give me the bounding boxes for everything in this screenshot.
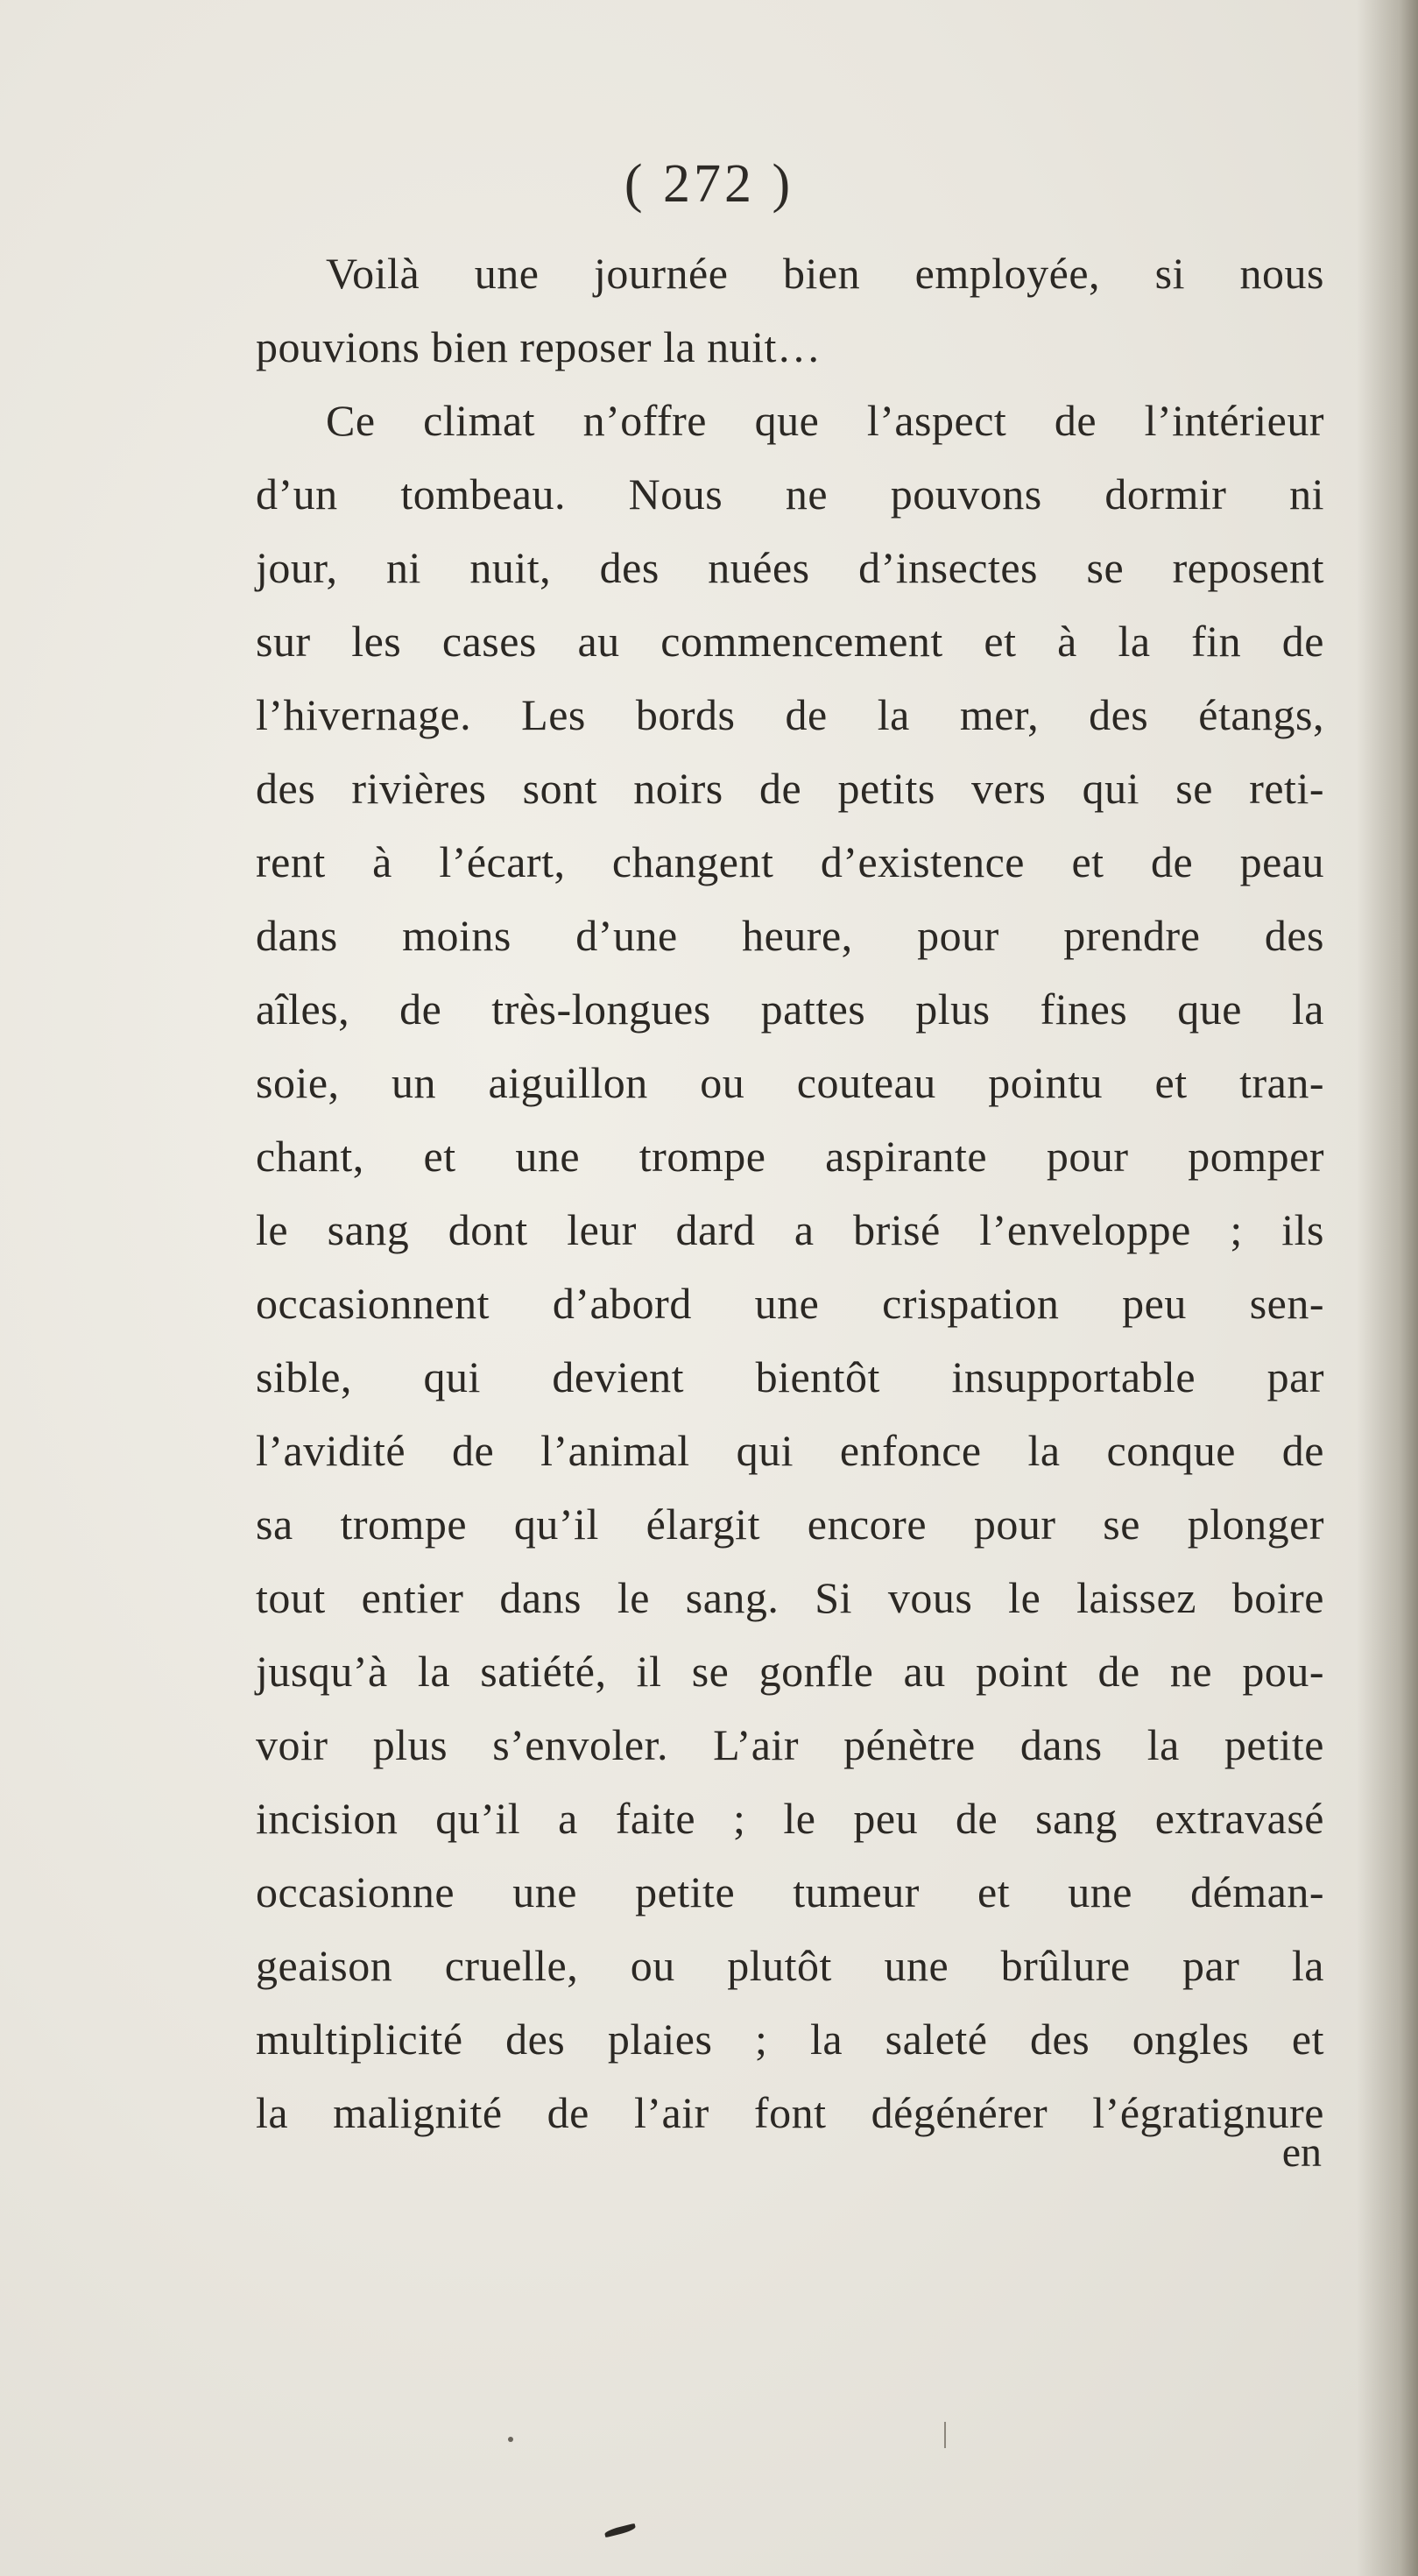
page-gutter-shadow <box>1357 0 1418 2576</box>
text-line: des rivières sont noirs de petits vers qui se reti- <box>256 764 1324 813</box>
text-line: occasionne une petite tumeur et une déman- <box>256 1867 1324 1916</box>
text-line: soie, un aiguillon ou couteau pointu et tran- <box>256 1058 1324 1107</box>
text-line: aîles, de très-longues pattes plus fines que la <box>256 985 1324 1034</box>
text-line: chant, et une trompe aspirante pour pomper <box>256 1132 1324 1181</box>
paper-speck <box>508 2437 513 2442</box>
page-number: ( 272 ) <box>624 154 794 214</box>
catchword: en <box>1281 2129 1322 2176</box>
paper-mark <box>944 2422 946 2448</box>
text-line: sible, qui devient bientôt insupportable par <box>256 1352 1324 1401</box>
text-line: dans moins d’une heure, pour prendre des <box>256 911 1324 960</box>
text-line: tout entier dans le sang. Si vous le laissez boire <box>256 1573 1324 1622</box>
text-line: sur les cases au commencement et à la fin de <box>256 617 1324 666</box>
text-line: occasionnent d’abord une crispation peu sen- <box>256 1279 1324 1328</box>
text-line: Ce climat n’offre que l’aspect de l’intérieur <box>326 396 1324 445</box>
text-line: rent à l’écart, changent d’existence et de peau <box>256 837 1324 886</box>
text-line: l’avidité de l’animal qui enfonce la conque de <box>256 1426 1324 1475</box>
text-line: l’hivernage. Les bords de la mer, des étangs, <box>256 690 1324 739</box>
body-text <box>256 236 1324 2149</box>
text-line: multiplicité des plaies ; la saleté des ongles et <box>256 2015 1324 2064</box>
text-line: Voilà une journée bien employée, si nous <box>326 249 1324 298</box>
text-line: la malignité de l’air font dégénérer l’égratignure <box>256 2088 1324 2137</box>
text-line: incision qu’il a faite ; le peu de sang extravasé <box>256 1794 1324 1843</box>
text-line: d’un tombeau. Nous ne pouvons dormir ni <box>256 469 1324 519</box>
text-line: le sang dont leur dard a brisé l’enveloppe ; ils <box>256 1205 1324 1254</box>
text-line: voir plus s’envoler. L’air pénètre dans la petite <box>256 1720 1324 1769</box>
ink-blot <box>604 2523 637 2537</box>
text-line: jusqu’à la satiété, il se gonfle au point de ne pou- <box>256 1647 1324 1696</box>
text-line: sa trompe qu’il élargit encore pour se plonger <box>256 1500 1324 1549</box>
text-line: geaison cruelle, ou plutôt une brûlure par la <box>256 1941 1324 1990</box>
text-line: pouvions bien reposer la nuit… <box>256 322 822 371</box>
text-line: jour, ni nuit, des nuées d’insectes se reposent <box>256 543 1324 592</box>
